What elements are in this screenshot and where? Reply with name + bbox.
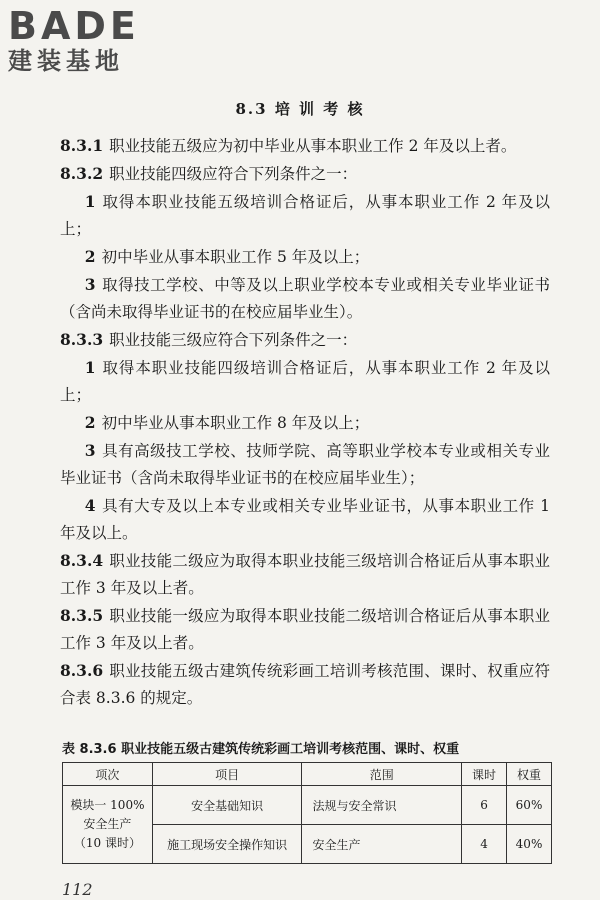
item-text: 取得本职业技能五级培训合格证后，从事本职业工作 2 年及以上； (60, 193, 550, 238)
table-header-row (63, 763, 552, 786)
hours-cell: 6 (462, 786, 507, 825)
clause-number: 8.3.2 (60, 164, 104, 183)
module-line: 安全生产 (83, 817, 132, 831)
clause-text: 职业技能一级应为取得本职业技能二级培训合格证后从事本职业工作 3 年及以上者。 (60, 607, 550, 652)
clause-number: 8.3.4 (60, 551, 104, 570)
item-text: 初中毕业从事本职业工作 8 年及以上； (101, 414, 370, 432)
list-item (60, 188, 550, 243)
scope-cell: 法规与安全常识 (302, 786, 462, 825)
item-number: 3 (84, 275, 96, 294)
column-header: 范围 (302, 763, 462, 786)
clause (60, 326, 550, 354)
column-header: 课时 (462, 763, 507, 786)
column-header: 项次 (63, 763, 153, 786)
list-item (60, 354, 550, 409)
clause (60, 132, 550, 160)
clause-number: 8.3.6 (60, 661, 104, 680)
item-text: 具有大专及以上本专业或相关专业毕业证书，从事本职业工作 1 年及以上。 (60, 497, 550, 542)
list-item (60, 243, 550, 271)
logo-main-text: BADE (8, 4, 140, 48)
item-text: 初中毕业从事本职业工作 5 年及以上； (101, 248, 370, 266)
module-cell (63, 786, 153, 864)
logo-sub-text: 建装基地 (8, 47, 124, 75)
item-number: 2 (84, 413, 96, 432)
list-item (60, 492, 550, 547)
clause (60, 160, 550, 188)
logo (8, 6, 140, 76)
clause-number: 8.3.1 (60, 136, 104, 155)
module-line: 模块一 100% (70, 798, 145, 812)
training-table (62, 762, 552, 864)
clause-text: 职业技能五级应为初中毕业从事本职业工作 2 年及以上者。 (109, 137, 517, 155)
column-header: 权重 (507, 763, 552, 786)
weight-cell: 40% (507, 825, 552, 864)
item-text: 取得本职业技能四级培训合格证后，从事本职业工作 2 年及以上； (60, 359, 550, 404)
clause (60, 657, 550, 712)
scope-cell: 安全生产 (302, 825, 462, 864)
item-text: 取得技工学校、中等及以上职业学校本专业或相关专业毕业证书（含尚未取得毕业证书的在校应届毕业生）。 (60, 276, 550, 321)
section-title: 8.3 培 训 考 核 (235, 100, 365, 118)
item-number: 4 (84, 496, 96, 515)
item-cell: 施工现场安全操作知识 (152, 825, 302, 864)
list-item (60, 437, 550, 492)
clause (60, 547, 550, 602)
item-number: 1 (84, 358, 96, 377)
list-item (60, 409, 550, 437)
table-caption: 表 8.3.6 职业技能五级古建筑传统彩画工培训考核范围、课时、权重 (62, 742, 460, 757)
clause-text: 职业技能三级应符合下列条件之一： (109, 331, 358, 349)
item-text: 具有高级技工学校、技师学院、高等职业学校本专业或相关专业毕业证书（含尚未取得毕业证书的在校应届毕业生）； (60, 442, 550, 487)
item-number: 3 (84, 441, 96, 460)
column-header: 项目 (152, 763, 302, 786)
table-row (63, 786, 552, 825)
clause-number: 8.3.3 (60, 330, 104, 349)
list-item (60, 271, 550, 326)
item-cell: 安全基础知识 (152, 786, 302, 825)
clause (60, 602, 550, 657)
clause-text: 职业技能四级应符合下列条件之一： (109, 165, 358, 183)
weight-cell: 60% (507, 786, 552, 825)
hours-cell: 4 (462, 825, 507, 864)
clause-number: 8.3.5 (60, 606, 104, 625)
clause-text: 职业技能二级应为取得本职业技能三级培训合格证后从事本职业工作 3 年及以上者。 (60, 552, 550, 597)
item-number: 1 (84, 192, 96, 211)
document-body (60, 132, 550, 712)
module-line: （10 课时） (73, 836, 141, 850)
clause-text: 职业技能五级古建筑传统彩画工培训考核范围、课时、权重应符合表 8.3.6 的规定。 (60, 662, 550, 707)
page-number: 112 (62, 880, 93, 899)
item-number: 2 (84, 247, 96, 266)
